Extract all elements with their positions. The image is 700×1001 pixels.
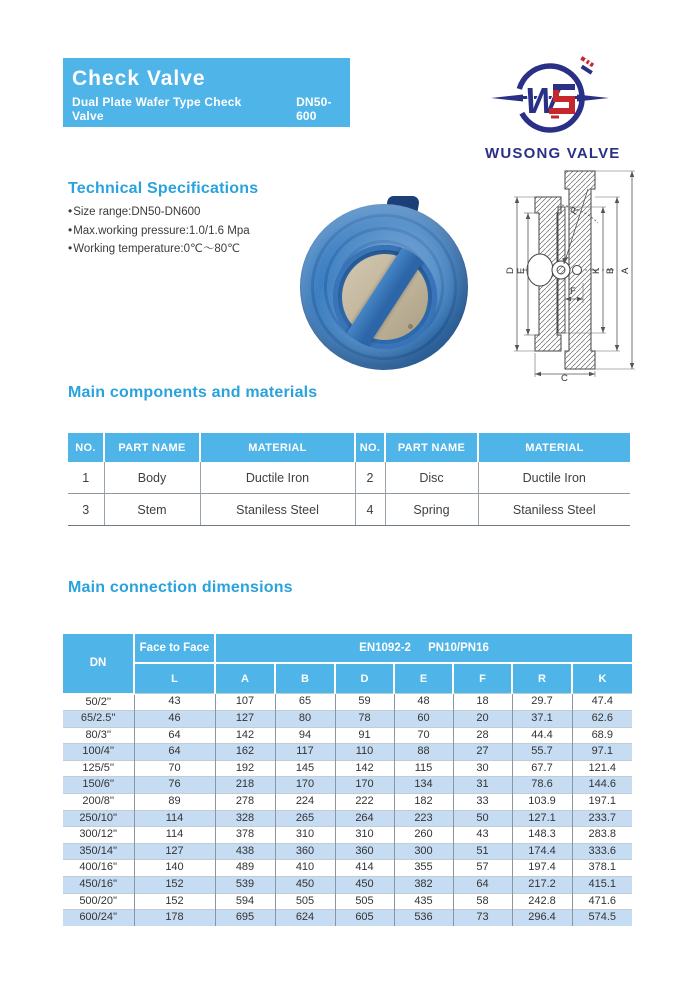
valve-body — [300, 204, 468, 370]
table-cell: 47.4 — [572, 694, 632, 711]
table-cell: 59 — [335, 694, 394, 711]
table-cell: 355 — [394, 860, 453, 877]
logo-dashes-icon — [576, 56, 596, 74]
table-row — [63, 877, 632, 894]
table-row — [63, 893, 632, 910]
components-header-row — [68, 433, 630, 462]
table-cell: 382 — [394, 877, 453, 894]
dim-label-d: D — [505, 267, 516, 274]
table-cell: 378.1 — [572, 860, 632, 877]
wusong-logo-icon — [485, 55, 617, 139]
dim-label-b: B — [605, 267, 616, 274]
table-cell: 152 — [134, 877, 215, 894]
dimensions-header-row-1 — [63, 634, 632, 663]
col-header: MATERIAL — [200, 433, 355, 462]
table-cell: 378 — [215, 827, 275, 844]
col-header: NO. — [68, 433, 104, 462]
table-cell: 197.1 — [572, 794, 632, 811]
table-cell: 70 — [134, 760, 215, 777]
table-cell: 78 — [335, 711, 394, 728]
table-cell: 148.3 — [512, 827, 572, 844]
table-cell: 121.4 — [572, 760, 632, 777]
table-cell: 114 — [134, 810, 215, 827]
product-photo — [300, 194, 470, 374]
dim-label-a: A — [620, 267, 631, 274]
table-cell: 144.6 — [572, 777, 632, 794]
table-row — [63, 810, 632, 827]
table-cell: 29.7 — [512, 694, 572, 711]
table-cell: 328 — [215, 810, 275, 827]
table-cell: 600/24'' — [79, 911, 118, 924]
col-header: F — [453, 663, 512, 694]
table-cell: 64 — [453, 877, 512, 894]
table-cell: 78.6 — [512, 777, 572, 794]
table-cell: 450/16'' — [79, 878, 118, 891]
table-cell: 471.6 — [572, 893, 632, 910]
company-logo — [485, 55, 621, 162]
section-title-components: Main components and materials — [68, 384, 318, 401]
table-cell: 2 — [355, 462, 385, 494]
table-cell: 594 — [215, 893, 275, 910]
table-cell: Ductile Iron — [200, 462, 355, 494]
table-cell: 97.1 — [572, 744, 632, 761]
table-cell: 233.7 — [572, 810, 632, 827]
table-cell: 134 — [394, 777, 453, 794]
table-cell: 360 — [275, 843, 335, 860]
table-cell: 264 — [335, 810, 394, 827]
table-cell: 350/14'' — [79, 844, 118, 857]
table-cell: 192 — [215, 760, 275, 777]
table-cell: 415.1 — [572, 877, 632, 894]
table-cell: 250/10'' — [79, 811, 118, 824]
components-table — [68, 433, 630, 526]
table-cell: 88 — [394, 744, 453, 761]
section-title-dimensions: Main connection dimensions — [68, 579, 293, 596]
table-cell: Ductile Iron — [478, 462, 630, 494]
table-cell: 28 — [453, 727, 512, 744]
table-row — [63, 777, 632, 794]
table-cell: 182 — [394, 794, 453, 811]
table-cell: Stem — [104, 494, 200, 526]
table-row — [63, 727, 632, 744]
table-cell: 283.8 — [572, 827, 632, 844]
table-cell: 438 — [215, 843, 275, 860]
table-cell: 31 — [453, 777, 512, 794]
dim-label-c: C — [561, 373, 568, 381]
table-cell: 73 — [453, 910, 512, 926]
table-cell: 265 — [275, 810, 335, 827]
table-cell: 310 — [275, 827, 335, 844]
col-header: NO. — [355, 433, 385, 462]
table-cell: 57 — [453, 860, 512, 877]
table-cell: 67.7 — [512, 760, 572, 777]
table-cell: 127 — [134, 843, 215, 860]
col-header: B — [275, 663, 335, 694]
spec-bullet-list — [68, 203, 250, 259]
table-row — [63, 760, 632, 777]
size-range-label: DN50-600 — [296, 95, 332, 123]
table-cell: 223 — [394, 810, 453, 827]
col-header: D — [335, 663, 394, 694]
dimensions-header-row-2 — [63, 663, 632, 694]
col-header-face-to-face: Face to Face — [134, 634, 215, 663]
table-cell: 500/20'' — [79, 894, 118, 907]
table-cell: Staniless Steel — [478, 494, 630, 526]
table-cell: 94 — [275, 727, 335, 744]
table-cell: 695 — [215, 910, 275, 926]
table-cell: 30 — [453, 760, 512, 777]
table-row — [68, 494, 630, 526]
col-header: PART NAME — [385, 433, 478, 462]
table-cell: 224 — [275, 794, 335, 811]
dim-label-r: R — [568, 205, 582, 217]
table-row — [63, 827, 632, 844]
table-cell: 222 — [335, 794, 394, 811]
table-cell: 76 — [134, 777, 215, 794]
valve-inner-bore — [333, 245, 437, 349]
table-cell: 242.8 — [512, 893, 572, 910]
table-cell: 43 — [453, 827, 512, 844]
table-cell: 4 — [355, 494, 385, 526]
table-cell: 33 — [453, 794, 512, 811]
page-title: Check Valve — [72, 67, 206, 90]
section-title-specs: Technical Specifications — [68, 180, 259, 197]
table-row — [68, 462, 630, 494]
table-cell: 70 — [394, 727, 453, 744]
table-cell: 43 — [134, 694, 215, 711]
table-cell: 435 — [394, 893, 453, 910]
table-row — [63, 843, 632, 860]
table-cell: 62.6 — [572, 711, 632, 728]
table-cell: 450 — [335, 877, 394, 894]
table-cell: 48 — [394, 694, 453, 711]
table-cell: 400/16'' — [79, 861, 118, 874]
table-cell: 536 — [394, 910, 453, 926]
table-cell: 574.5 — [572, 910, 632, 926]
table-cell: 60 — [394, 711, 453, 728]
table-cell: Disc — [385, 462, 478, 494]
page-subtitle: Dual Plate Wafer Type Check Valve — [72, 95, 242, 123]
technical-drawing — [466, 163, 658, 386]
table-cell: 145 — [275, 760, 335, 777]
table-row — [63, 694, 632, 711]
table-cell: 68.9 — [572, 727, 632, 744]
table-cell: 89 — [134, 794, 215, 811]
table-cell: 174.4 — [512, 843, 572, 860]
table-cell: 51 — [453, 843, 512, 860]
table-cell: 107 — [215, 694, 275, 711]
table-cell: 539 — [215, 877, 275, 894]
table-cell: 100/4'' — [82, 745, 115, 758]
table-cell: 103.9 — [512, 794, 572, 811]
table-cell: Body — [104, 462, 200, 494]
table-cell: 150/6'' — [82, 778, 115, 791]
spec-bullet-item: • Working temperature:0℃～80℃ — [68, 240, 250, 259]
table-cell: 142 — [215, 727, 275, 744]
table-cell: 624 — [275, 910, 335, 926]
col-header-dn: DN — [63, 634, 134, 694]
table-cell: 333.6 — [572, 843, 632, 860]
table-cell: 1 — [68, 462, 104, 494]
table-cell: 360 — [335, 843, 394, 860]
table-cell: 65/2.5'' — [80, 712, 116, 725]
table-row — [63, 711, 632, 728]
table-cell: 44.4 — [512, 727, 572, 744]
table-cell: 50/2'' — [85, 695, 112, 708]
table-cell: 140 — [134, 860, 215, 877]
spec-bullet-item: • Size range:DN50-DN600 — [68, 203, 250, 222]
table-cell: 117 — [275, 744, 335, 761]
table-cell: 505 — [335, 893, 394, 910]
table-cell: 450 — [275, 877, 335, 894]
table-cell: 110 — [335, 744, 394, 761]
dimensions-table — [63, 634, 632, 926]
table-cell: 91 — [335, 727, 394, 744]
col-header: MATERIAL — [478, 433, 630, 462]
table-cell: 20 — [453, 711, 512, 728]
table-cell: 142 — [335, 760, 394, 777]
col-header: A — [215, 663, 275, 694]
table-cell: 260 — [394, 827, 453, 844]
table-cell: 127 — [215, 711, 275, 728]
table-row — [63, 794, 632, 811]
table-cell: 64 — [134, 744, 215, 761]
brand-name: WUSONG VALVE — [485, 145, 621, 162]
table-cell: 489 — [215, 860, 275, 877]
dim-label-f: F — [570, 286, 576, 297]
table-cell: 3 — [68, 494, 104, 526]
dim-label-k: K — [591, 267, 602, 274]
table-cell: 50 — [453, 810, 512, 827]
table-cell: 58 — [453, 893, 512, 910]
table-cell: 18 — [453, 694, 512, 711]
table-cell: 125/5'' — [82, 761, 115, 774]
table-cell: 162 — [215, 744, 275, 761]
table-cell: 37.1 — [512, 711, 572, 728]
table-cell: 296.4 — [512, 910, 572, 926]
col-header-standard: EN1092-2 PN10/PN16 — [215, 634, 632, 663]
table-cell: 64 — [134, 727, 215, 744]
table-cell: 152 — [134, 893, 215, 910]
table-cell: 414 — [335, 860, 394, 877]
table-cell: 217.2 — [512, 877, 572, 894]
col-header: K — [572, 663, 632, 694]
table-cell: 27 — [453, 744, 512, 761]
col-header: L — [134, 663, 215, 694]
table-cell: 170 — [275, 777, 335, 794]
dim-label-e: E — [516, 267, 527, 274]
table-cell: 278 — [215, 794, 275, 811]
table-cell: 55.7 — [512, 744, 572, 761]
table-cell: 300/12'' — [79, 828, 118, 841]
table-cell: 410 — [275, 860, 335, 877]
table-cell: 197.4 — [512, 860, 572, 877]
table-cell: 115 — [394, 760, 453, 777]
table-cell: 170 — [335, 777, 394, 794]
table-cell: 65 — [275, 694, 335, 711]
table-cell: 80 — [275, 711, 335, 728]
table-cell: 300 — [394, 843, 453, 860]
table-cell: 127.1 — [512, 810, 572, 827]
table-row — [63, 860, 632, 877]
table-cell: 200/8'' — [82, 795, 115, 808]
table-row — [63, 744, 632, 761]
col-header: PART NAME — [104, 433, 200, 462]
table-cell: 505 — [275, 893, 335, 910]
table-cell: 114 — [134, 827, 215, 844]
table-cell: 178 — [134, 910, 215, 926]
table-cell: 80/3'' — [85, 728, 112, 741]
table-cell: Spring — [385, 494, 478, 526]
table-row — [63, 910, 632, 926]
table-cell: 46 — [134, 711, 215, 728]
title-band — [63, 58, 350, 127]
logo-w-letter: W — [525, 80, 559, 121]
table-cell: 310 — [335, 827, 394, 844]
table-cell: Staniless Steel — [200, 494, 355, 526]
col-header: E — [394, 663, 453, 694]
table-cell: 605 — [335, 910, 394, 926]
spec-bullet-item: • Max.working pressure:1.0/1.6 Mpa — [68, 222, 250, 241]
table-cell: 218 — [215, 777, 275, 794]
col-header: R — [512, 663, 572, 694]
